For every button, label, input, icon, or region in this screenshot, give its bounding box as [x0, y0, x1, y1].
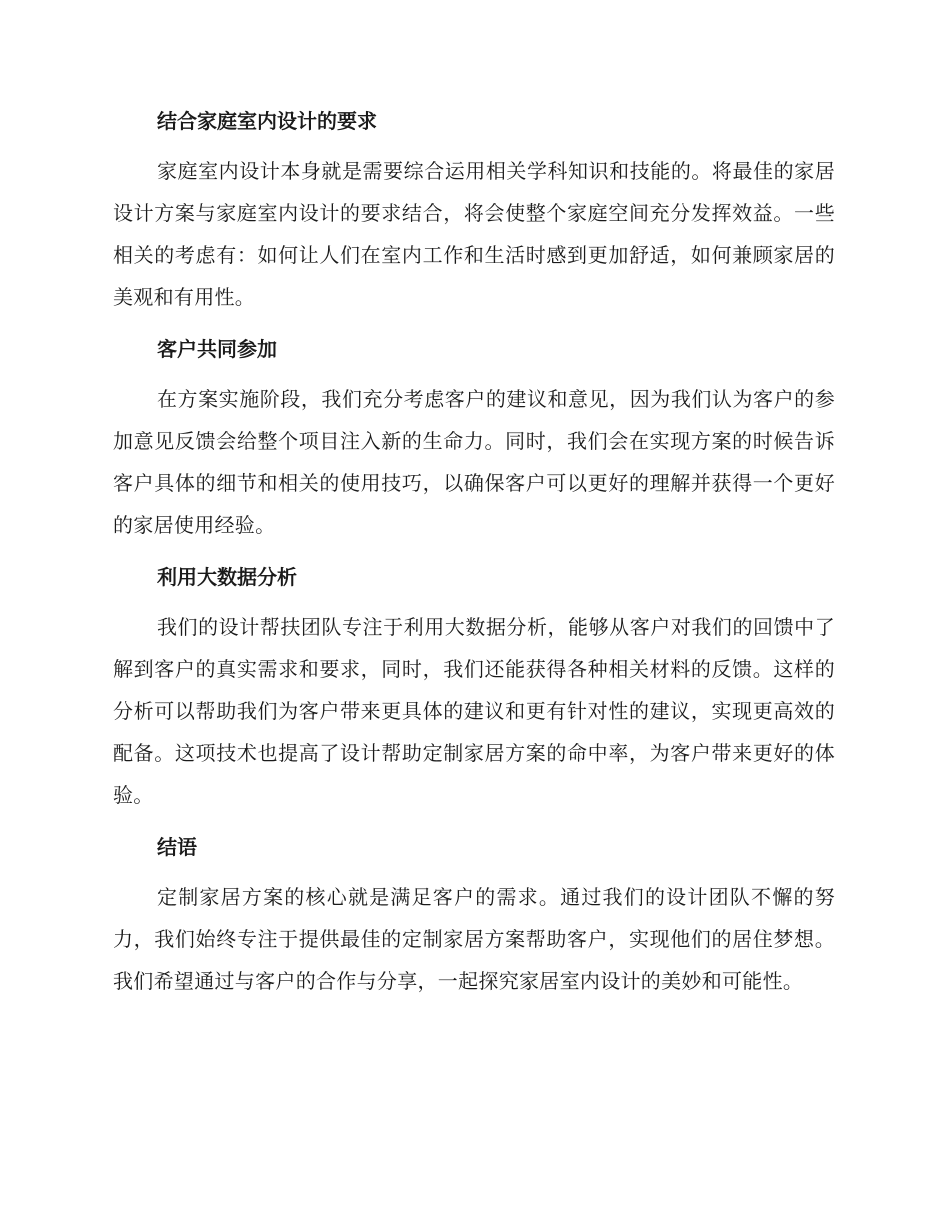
section-paragraph-big-data: 我们的设计帮扶团队专注于利用大数据分析，能够从客户对我们的回馈中了解到客户的真实需求和要求，同时，我们还能获得各种相关材料的反馈。这样的分析可以帮助我们为客户带来更具体的建议和更有针对性的建议，实现更高效的配备。这项技术也提高了设计帮助定制家居方案的命中率，为客户带来更好的体验。	[113, 615, 835, 807]
section-heading-interior-design: 结合家庭室内设计的要求	[157, 109, 377, 133]
document-page	[113, 100, 835, 1002]
section-heading-conclusion: 结语	[157, 835, 197, 859]
section-heading-big-data: 利用大数据分析	[157, 565, 297, 589]
section-paragraph-conclusion: 定制家居方案的核心就是满足客户的需求。通过我们的设计团队不懈的努力，我们始终专注于提供最佳的定制家居方案帮助客户，实现他们的居住梦想。我们希望通过与客户的合作与分享，一起探究家居室内设计的美妙和可能性。	[113, 885, 835, 993]
section-paragraph-interior-design: 家庭室内设计本身就是需要综合运用相关学科知识和技能的。将最佳的家居设计方案与家庭室内设计的要求结合，将会使整个家庭空间充分发挥效益。一些相关的考虑有：如何让人们在室内工作和生活时感到更加舒适，如何兼顾家居的美观和有用性。	[113, 159, 835, 309]
section-paragraph-client-participation: 在方案实施阶段，我们充分考虑客户的建议和意见，因为我们认为客户的参加意见反馈会给整个项目注入新的生命力。同时，我们会在实现方案的时候告诉客户具体的细节和相关的使用技巧，以确保客户可以更好的理解并获得一个更好的家居使用经验。	[113, 387, 835, 537]
section-heading-client-participation: 客户共同参加	[157, 337, 277, 361]
